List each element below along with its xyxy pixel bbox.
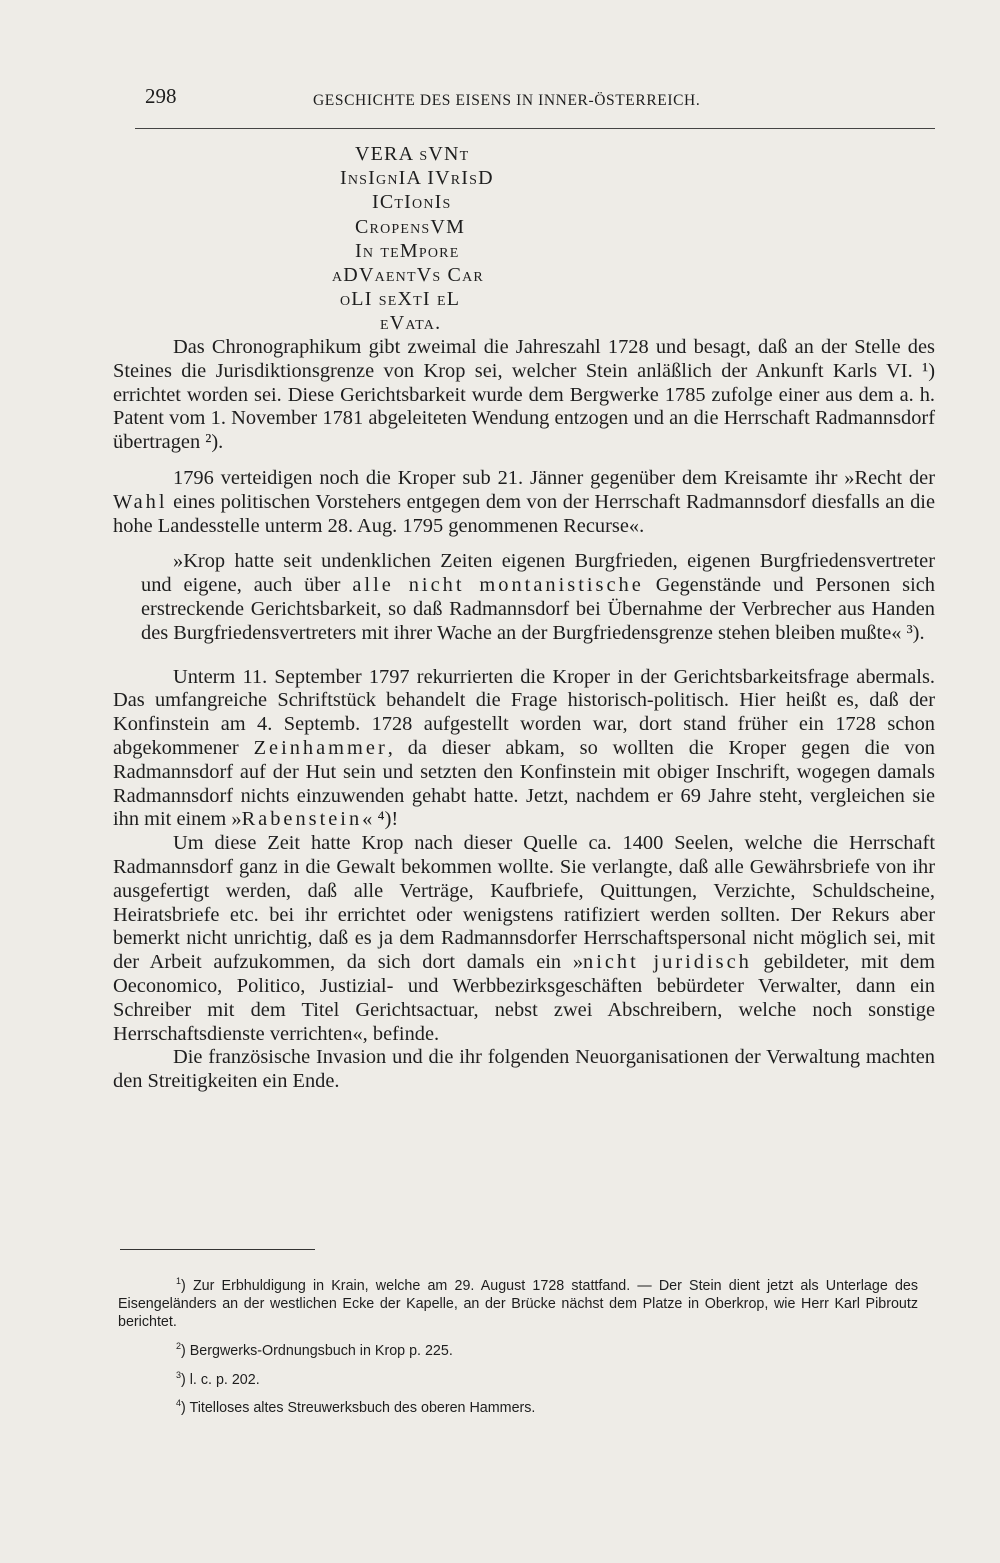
footnote-text: ) Bergwerks-Ordnungsbuch in Krop p. 225. [181,1342,453,1359]
footnote-text: ) Zur Erbhuldigung in Krain, welche am 29. August 1728 stattfand. — Der Stein dient jetzt als Unterlage des Eisengeländers an der westlichen Ecke der Kapelle, an der Brücke nächst dem Platze in Oberkrop, wie Herr Karl Pibroutz berichtet. [118,1277,918,1330]
chronogram-line: oLI seXtI eL [340,288,461,311]
paragraph-quote-krop [113,550,935,645]
chronogram-line: VERA sVNt [355,143,470,165]
footnote-mark: 4 [176,1398,182,1409]
footnote-1 [118,1272,918,1331]
header-rule [135,128,935,129]
footnote-mark: 3 [176,1369,182,1380]
text-run: Um diese Zeit hatte Krop nach dieser Quelle ca. 1400 Seelen, welche die Herrschaft Radmannsdorf ganz in die Gewalt bekommen wollte. Sie verlangte, daß alle Gewährsbriefe von ihr ausgefertigt werden, daß alle Verträge, Kaufbriefe, Quittungen, Verzichte, Schuldscheine, Heiratsbriefe etc. bei ihr errichtet oder wenigstens ratifiziert werden sollten. Der Rekurs aber bemerkt nicht unrichtig, daß es ja dem Radmannsdorfer Herrschaftspersonal nicht möglich sei, mit der Arbeit aufzukommen, da sich dort damals ein » [113,832,935,974]
paragraph-1796 [113,467,935,538]
footnotes [118,1272,918,1423]
running-title: GESCHICHTE DES EISENS IN INNER-ÖSTERREICH. [313,92,701,109]
text-run: , da dieser abkam, so wollten die Kroper gegen die von Radmannsdorf auf der Hut sein und setzten den Konfinstein mit obiger Inschrift, wogegen damals Radmannsdorf nichts einzuwenden gehabt hatte. Jetzt, nachdem er 69 Jahre steht, vergleichen sie ihn mit einem » [113,736,935,831]
paragraph-seelen [113,832,935,1046]
footnote-mark: 2 [176,1340,182,1351]
footnote-2 [118,1337,918,1360]
text-run: Gegenstände und Personen sich erstreckende Gerichtsbarkeit, so daß Radmannsdorf bei Übernahme der Verbrecher aus Handen des Burgfriedensvertreters mit ihrer Wache an der Burgfriedensgrenze stehen bleiben mußte« ³). [141,574,935,644]
page-header [145,84,935,120]
footnote-text: ) Titelloses altes Streuwerksbuch des oberen Hammers. [181,1400,536,1417]
footnote-4 [118,1394,918,1417]
text-run: 1796 verteidigen noch die Kroper sub 21. Jänner gegenüber dem Kreisamte ihr »Recht der [173,466,935,489]
page-number: 298 [145,84,177,108]
spaced-text: nicht juridisch [583,951,752,974]
spaced-text: Rabenstein [241,808,363,831]
footnote-3 [118,1366,918,1389]
footnote-text: ) l. c. p. 202. [181,1371,260,1388]
body-text [113,336,935,1094]
chronogram-line: ICtIonIs [372,191,452,214]
chronogram-line: In teMpore [355,239,460,262]
footnote-mark: 1 [176,1276,182,1286]
text-run: gebildeter, mit dem Oeconomico, Politico, Justizial- und Werbbezirksgeschäften bebürdeter Verwalter, dann ein Schreiber mit dem Titel Gerichtsactuar, nebst zwei Abschreibern, welche noch sonstige Herrschaftsdienste verrichten«, befinde. [113,951,935,1045]
text-run: eines politischen Vorstehers entgegen dem von der Herrschaft Radmannsdorf diesfalls an die hohe Landesstelle unterm 28. Aug. 1795 genommenen Recurse«. [113,490,935,537]
footnote-rule [120,1249,315,1250]
chronogram-line: eVata. [380,312,442,335]
spaced-text: Wahl [113,490,168,513]
chronogram-line: CropensVM [355,215,466,238]
text-run: »Krop hatte seit undenklichen Zeiten eigenen Burgfrieden, eigenen Burgfriedensvertreter und eigene, auch über [141,550,935,597]
spaced-text: Zeinhammer [253,736,388,759]
chronogram-inscription [300,142,700,336]
chronogram-line: aDVaentVs Car [332,264,484,287]
spaced-text: alle nicht montanistische [352,574,644,597]
paragraph-chronographikum: Das Chronographikum gibt zweimal die Jahreszahl 1728 und besagt, daß an der Stelle des Steines die Jurisdiktionsgrenze von Krop sei, welcher Stein anläßlich der Ankunft Karls VI. ¹) errichtet worden sei. Diese Gerichtsbarkeit wurde dem Bergwerke 1785 zufolge einer aus dem a. h. Patent vom 1. November 1781 abgeleiteten Wendung entzogen und an die Herrschaft Radmannsdorf übertragen ²). [113,336,935,454]
text-run: Unterm 11. September 1797 rekurrierten die Kroper in der Gerichtsbarkeitsfrage abermals. Das umfangreiche Schriftstück behandelt die Frage historisch-politisch. Hier heißt es, daß der Konfinstein am 4. Septemb. 1728 aufgestellt worden war, dort stand früher ein 1728 schon abgekommener [113,665,935,759]
paragraph-1797 [113,666,935,833]
text-run: « ⁴)! [362,808,399,831]
chronogram-line: InsIgnIA IVrIsD [340,167,494,190]
paragraph-invasion: Die französische Invasion und die ihr folgenden Neuorganisationen der Verwaltung machten den Streitigkeiten ein Ende. [113,1046,935,1093]
